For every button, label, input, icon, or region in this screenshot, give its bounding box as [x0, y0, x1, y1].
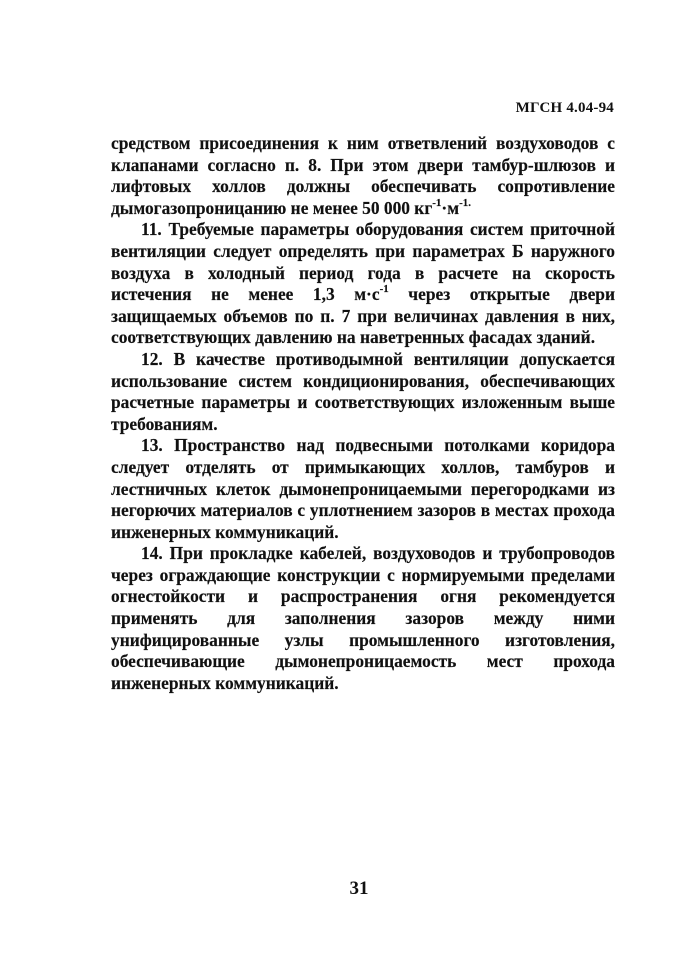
paragraph-item-11: [111, 219, 615, 349]
paragraph-text: При прокладке кабелей, воздуховодов и трубопроводов через ограждающие конструкции с нормируемыми пределами огнестойкости и распространения огня рекомендуется применять для заполнения зазоров между ними унифицированные узлы промышленного изготовления, обеспечивающие дымонепроницаемость мест прохода инженерных коммуникаций.: [111, 543, 615, 693]
document-code-header: МГСН 4.04-94: [515, 100, 614, 116]
paragraph-continuation: [111, 133, 615, 219]
superscript: -1: [432, 196, 442, 209]
page-number: 31: [349, 878, 369, 899]
paragraph-text: Требуемые параметры оборудования систем приточной вентиляции следует определять при параметрах Б наружного воздуха в холодный период года в расчете на скорость истечения не менее 1,3 м·с: [111, 219, 615, 305]
item-number: 12.: [141, 348, 163, 369]
superscript: -1: [379, 283, 389, 296]
item-number: 13.: [141, 435, 163, 456]
paragraph-text: В качестве противодымной вентиляции допускается использование систем кондиционирования, обеспечивающих расчетные параметры и соответствующих изложенным выше требованиям.: [111, 348, 615, 434]
item-number: 14.: [141, 543, 163, 564]
paragraph-text: через открытые двери защищаемых объемов по п. 7 при величинах давления в них, соответствующих давлению на наветренных фасадах зданий.: [111, 284, 615, 348]
paragraph-item-13: [111, 435, 615, 543]
body-text: [111, 133, 615, 694]
unit-text: ·м: [441, 197, 460, 218]
paragraph-text: средством присоединения к ним ответвлений воздуховодов с клапанами согласно п. 8. При этом двери тамбур-шлюзов и лифтовых холлов должны обеспечивать сопротивление дымогазопроницанию не менее 50 000 кг: [111, 133, 615, 218]
superscript: -1.: [459, 196, 471, 209]
paragraph-item-12: [111, 349, 615, 435]
item-number: 11.: [141, 219, 162, 240]
paragraph-text: Пространство над подвесными потолками коридора следует отделять от примыкающих холлов, тамбуров и лестничных клеток дымонепроницаемыми перегородками из негорючих материалов с уплотнением зазоров в местах прохода инженерных коммуникаций.: [111, 435, 615, 542]
paragraph-item-14: [111, 543, 615, 694]
